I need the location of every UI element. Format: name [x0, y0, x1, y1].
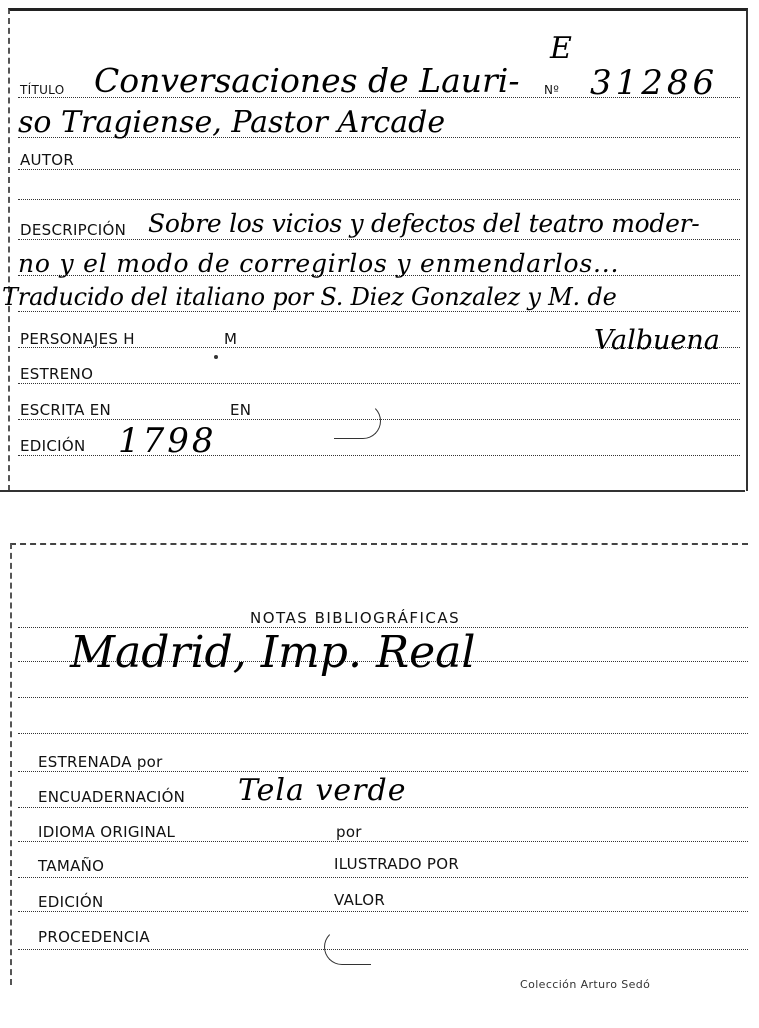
label-estrenada-por: ESTRENADA por: [38, 753, 163, 771]
handwritten-descripcion-line1: Sobre los vicios y defectos del teatro moder-: [148, 209, 700, 238]
rule-line: [18, 877, 748, 878]
punch-hole-mark: [324, 929, 371, 965]
rule-line: [18, 383, 740, 384]
label-personajes-h: PERSONAJES H: [20, 330, 135, 348]
label-personajes-m: M: [224, 330, 238, 348]
label-notas-bibliograficas: NOTAS BIBLIOGRÁFICAS: [250, 609, 461, 627]
rule-line: [18, 771, 748, 772]
label-en: EN: [230, 401, 252, 419]
label-edicion: EDICIÓN: [20, 437, 86, 455]
label-procedencia: PROCEDENCIA: [38, 928, 150, 946]
label-por: por: [336, 823, 362, 841]
label-titulo: TÍTULO: [20, 83, 65, 97]
rule-line: [18, 169, 740, 170]
label-edicion: EDICIÓN: [38, 893, 104, 911]
handwritten-edicion: 1798: [118, 421, 217, 461]
catalog-card-bottom: [10, 543, 748, 991]
handwritten-descripcion-line4: Valbuena: [594, 325, 720, 356]
handwritten-titulo-line1: Conversaciones de Lauri-: [94, 61, 520, 100]
rule-line: [18, 911, 748, 912]
rule-line: [18, 841, 748, 842]
punch-hole-mark: [334, 403, 381, 439]
handwritten-numero: 31286: [590, 63, 719, 103]
rule-line: [18, 199, 740, 200]
label-idioma-original: IDIOMA ORIGINAL: [38, 823, 176, 841]
label-escrita-en: ESCRITA EN: [20, 401, 112, 419]
label-numero: Nº: [544, 83, 560, 97]
handwritten-corner-letter: E: [550, 31, 572, 66]
catalog-card-top: [2, 8, 748, 491]
handwritten-titulo-line2: so Tragiense, Pastor Arcade: [18, 105, 446, 140]
handwritten-descripcion-line2: no y el modo de corregirlos y enmendarlos...: [18, 249, 620, 278]
rule-line: [18, 733, 748, 734]
label-estreno: ESTRENO: [20, 365, 94, 383]
rule-line: [18, 311, 740, 312]
rule-line: [18, 239, 740, 240]
collection-stamp: Colección Arturo Sedó: [520, 978, 651, 991]
handwritten-descripcion-line3: Traducido del italiano por S. Diez Gonzalez y M. de: [2, 283, 617, 311]
label-encuadernacion: ENCUADERNACIÓN: [38, 788, 186, 806]
handwritten-notas: Madrid, Imp. Real: [70, 627, 476, 678]
ink-dot: [214, 355, 218, 359]
rule-line: [18, 949, 748, 950]
card-bottom-edge: [0, 490, 745, 492]
handwritten-encuadernacion: Tela verde: [238, 773, 407, 808]
rule-line: [18, 697, 748, 698]
label-descripcion: DESCRIPCIÓN: [20, 221, 127, 239]
label-ilustrado-por: ILUSTRADO POR: [334, 855, 460, 873]
label-autor: AUTOR: [20, 151, 75, 169]
label-tamano: TAMAÑO: [38, 857, 105, 875]
label-valor: VALOR: [334, 891, 386, 909]
